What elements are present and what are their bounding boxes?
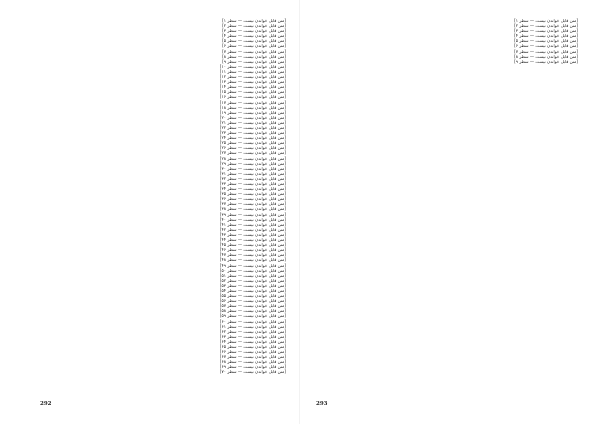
text-line: [متن قابل خواندن نیست — سطر ۴۹] (219, 262, 286, 268)
text-line: [متن قابل خواندن نیست — سطر ۶۸] (219, 359, 286, 365)
text-line: [متن قابل خواندن نیست — سطر ۱۳] (219, 79, 286, 85)
text-line: [متن قابل خواندن نیست — سطر ۵۴] (219, 287, 286, 293)
text-line: [متن قابل خواندن نیست — سطر ۲۵] (219, 140, 286, 146)
text-line: [متن قابل خواندن نیست — سطر ۹] (222, 58, 286, 64)
right-page (300, 0, 600, 424)
text-line: [متن قابل خواندن نیست — سطر ۱۲] (219, 74, 286, 80)
text-line: [متن قابل خواندن نیست — سطر ۵۹] (219, 313, 286, 319)
text-line: [متن قابل خواندن نیست — سطر ۸] (514, 53, 578, 59)
text-line: [متن قابل خواندن نیست — سطر ۶۴] (219, 338, 286, 344)
text-line: [متن قابل خواندن نیست — سطر ۲۴] (219, 135, 286, 141)
text-line: [متن قابل خواندن نیست — سطر ۳۷] (219, 201, 286, 207)
text-line: [متن قابل خواندن نیست — سطر ۳۳] (219, 181, 286, 186)
text-line: [متن قابل خواندن نیست — سطر ۷] (222, 48, 286, 54)
text-line: [متن قابل خواندن نیست — سطر ۲] (514, 23, 578, 29)
text-line: [متن قابل خواندن نیست — سطر ۶۶] (219, 349, 286, 355)
text-line: [متن قابل خواندن نیست — سطر ۲۷] (219, 150, 286, 156)
text-line: [متن قابل خواندن نیست — سطر ۱] (514, 18, 578, 23)
text-line: [متن قابل خواندن نیست — سطر ۲۰] (219, 114, 286, 120)
text-line: [متن قابل خواندن نیست — سطر ۶۷] (219, 354, 286, 360)
right-page-text (316, 18, 578, 68)
text-line: [متن قابل خواندن نیست — سطر ۹] (514, 58, 578, 64)
text-line: [متن قابل خواندن نیست — سطر ۵۵] (219, 293, 286, 299)
left-page-text (32, 18, 286, 402)
text-line: [متن قابل خواندن نیست — سطر ۳۵] (219, 191, 286, 197)
text-line: [متن قابل خواندن نیست — سطر ۲۲] (219, 124, 286, 130)
text-line: [متن قابل خواندن نیست — سطر ۵] (514, 38, 578, 44)
text-line: [متن قابل خواندن نیست — سطر ۱۴] (219, 84, 286, 90)
text-line: [متن قابل خواندن نیست — سطر ۴۰] (219, 216, 286, 222)
text-line: [متن قابل خواندن نیست — سطر ۲۸] (219, 155, 286, 161)
text-line: [متن قابل خواندن نیست — سطر ۴۴] (219, 237, 286, 243)
text-line: [متن قابل خواندن نیست — سطر ۴۱] (219, 221, 286, 227)
text-line: [متن قابل خواندن نیست — سطر ۳۶] (219, 196, 286, 202)
text-line: [متن قابل خواندن نیست — سطر ۸] (222, 53, 286, 59)
text-line: [متن قابل خواندن نیست — سطر ۵۲] (219, 277, 286, 283)
text-line: [متن قابل خواندن نیست — سطر ۴۸] (219, 257, 286, 263)
text-line: [متن قابل خواندن نیست — سطر ۱۹] (219, 109, 286, 115)
left-page-number: 292 (40, 401, 52, 407)
text-line: [متن قابل خواندن نیست — سطر ۱] (222, 18, 286, 23)
text-line: [متن قابل خواندن نیست — سطر ۲۱] (219, 119, 286, 125)
text-line: [متن قابل خواندن نیست — سطر ۷] (514, 48, 578, 54)
text-line: [متن قابل خواندن نیست — سطر ۴۷] (219, 252, 286, 258)
text-line: [متن قابل خواندن نیست — سطر ۱۵] (219, 89, 286, 95)
text-line: [متن قابل خواندن نیست — سطر ۶۳] (219, 333, 286, 339)
text-line: [متن قابل خواندن نیست — سطر ۳] (514, 28, 578, 34)
text-line: [متن قابل خواندن نیست — سطر ۱۶] (219, 94, 286, 100)
text-line: [متن قابل خواندن نیست — سطر ۴] (514, 33, 578, 39)
text-line: [متن قابل خواندن نیست — سطر ۱۸] (219, 104, 286, 110)
text-line: [متن قابل خواندن نیست — سطر ۴۶] (219, 247, 286, 253)
text-line: [متن قابل خواندن نیست — سطر ۶۱] (219, 323, 286, 329)
text-line: [متن قابل خواندن نیست — سطر ۳۱] (219, 170, 286, 176)
text-line: [متن قابل خواندن نیست — سطر ۵۶] (219, 298, 286, 304)
text-line: [متن قابل خواندن نیست — سطر ۱۷] (219, 99, 286, 105)
text-line: [متن قابل خواندن نیست — سطر ۳۰] (219, 165, 286, 171)
text-line: [متن قابل خواندن نیست — سطر ۳] (222, 28, 286, 34)
text-line: [متن قابل خواندن نیست — سطر ۵۷] (219, 303, 286, 309)
text-line: [متن قابل خواندن نیست — سطر ۵] (222, 38, 286, 44)
text-line: [متن قابل خواندن نیست — سطر ۶۹] (219, 364, 286, 370)
text-line: [متن قابل خواندن نیست — سطر ۲۹] (219, 160, 286, 166)
text-line: [متن قابل خواندن نیست — سطر ۵۳] (219, 282, 286, 288)
text-line: [متن قابل خواندن نیست — سطر ۳۲] (219, 175, 286, 181)
text-line: [متن قابل خواندن نیست — سطر ۱۰] (219, 63, 286, 69)
text-line: [متن قابل خواندن نیست — سطر ۱۱] (219, 68, 286, 74)
text-line: [متن قابل خواندن نیست — سطر ۵۸] (219, 308, 286, 314)
text-line: [متن قابل خواندن نیست — سطر ۲] (222, 23, 286, 29)
text-line: [متن قابل خواندن نیست — سطر ۵۱] (219, 272, 286, 278)
text-line: [متن قابل خواندن نیست — سطر ۳۸] (219, 206, 286, 212)
text-line: [متن قابل خواندن نیست — سطر ۶۰] (219, 318, 286, 324)
text-line: [متن قابل خواندن نیست — سطر ۴۵] (219, 242, 286, 248)
text-line: [متن قابل خواندن نیست — سطر ۳۴] (219, 186, 286, 192)
text-line: [متن قابل خواندن نیست — سطر ۶] (514, 43, 578, 49)
text-line: [متن قابل خواندن نیست — سطر ۵۰] (219, 267, 286, 273)
right-page-number: 293 (316, 401, 328, 407)
text-line: [متن قابل خواندن نیست — سطر ۴۳] (219, 231, 286, 237)
text-line: [متن قابل خواندن نیست — سطر ۲۳] (219, 130, 286, 136)
text-line: [متن قابل خواندن نیست — سطر ۶۵] (219, 344, 286, 349)
text-line: [متن قابل خواندن نیست — سطر ۴] (222, 33, 286, 39)
text-line: [متن قابل خواندن نیست — سطر ۶] (222, 43, 286, 49)
text-line: [متن قابل خواندن نیست — سطر ۲۶] (219, 145, 286, 151)
text-line: [متن قابل خواندن نیست — سطر ۶۲] (219, 328, 286, 334)
text-line: [متن قابل خواندن نیست — سطر ۴۲] (219, 226, 286, 232)
text-line: [متن قابل خواندن نیست — سطر ۳۹] (219, 211, 286, 217)
text-line: [متن قابل خواندن نیست — سطر ۷۰] (219, 369, 286, 375)
